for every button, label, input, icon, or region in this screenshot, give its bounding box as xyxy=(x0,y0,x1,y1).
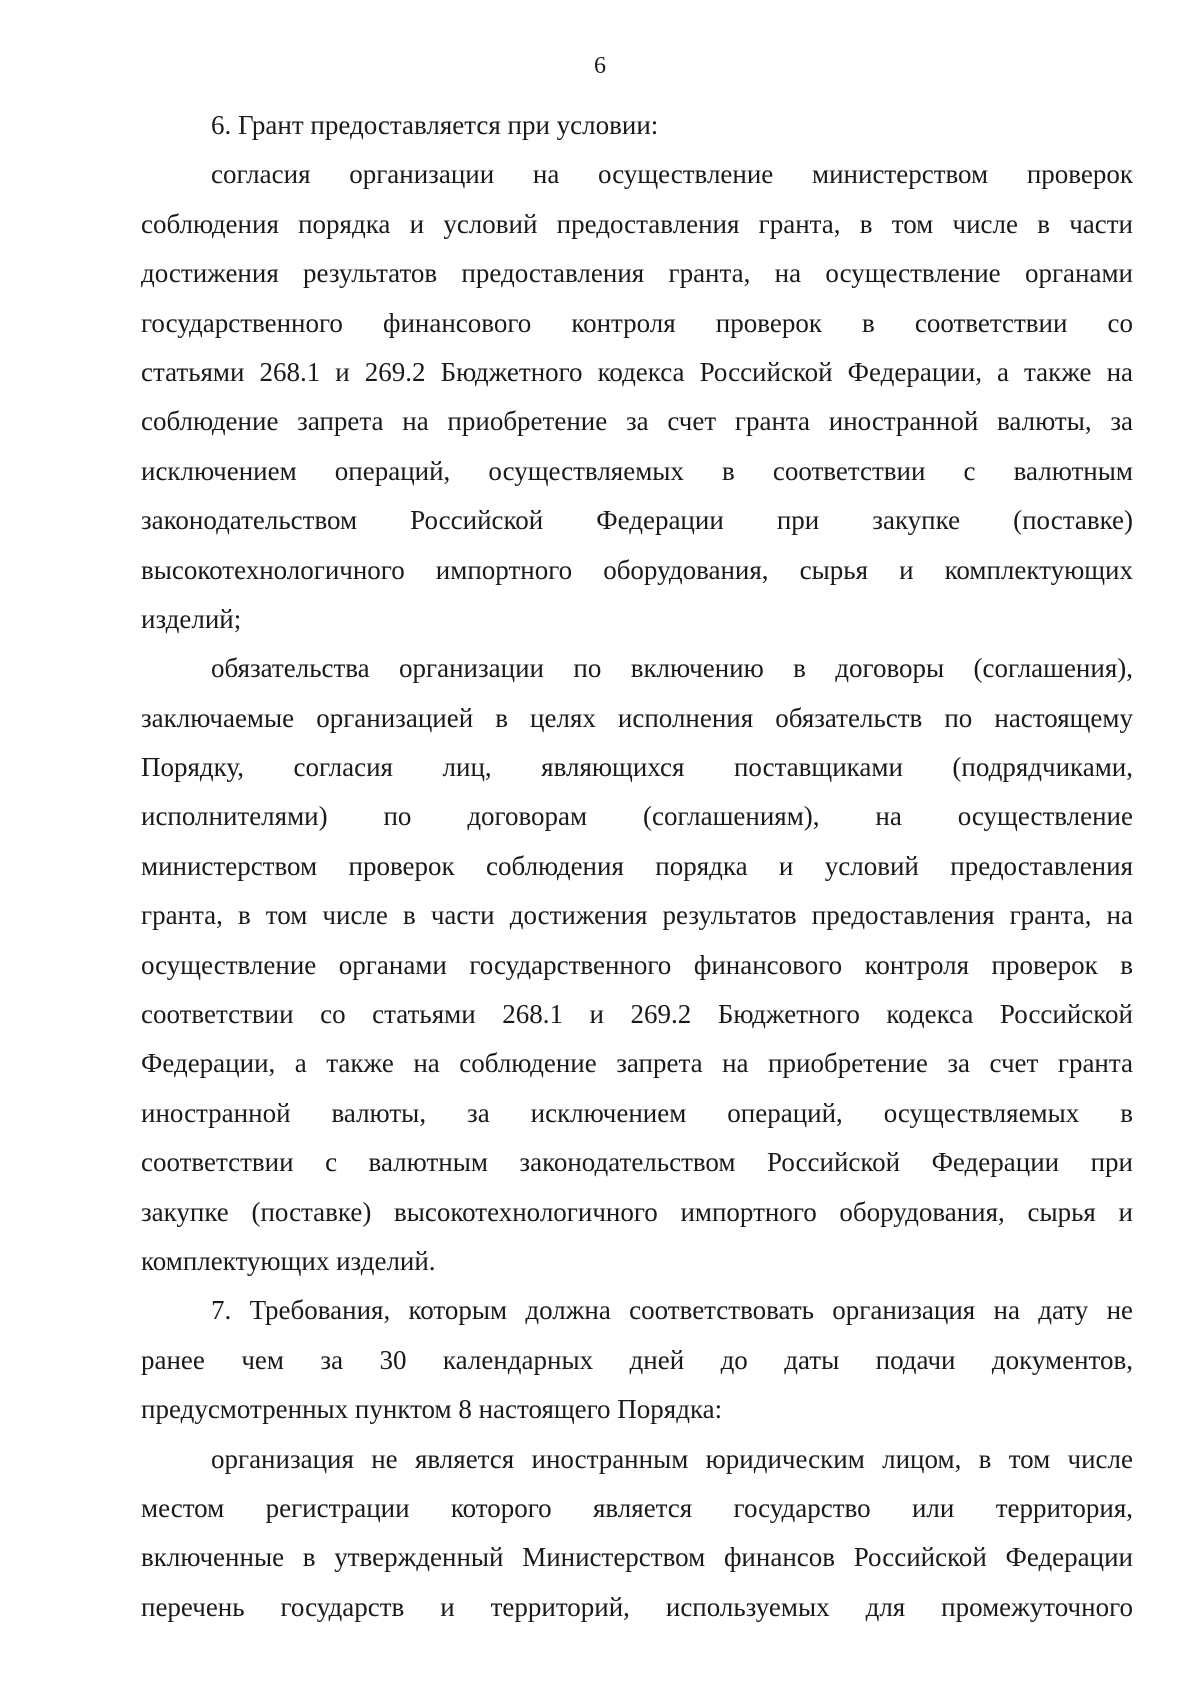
text-line: включенные в утвержденный Министерством финансов Российской Федерации xyxy=(141,1542,1133,1573)
document-body xyxy=(141,101,1133,1632)
text-line: изделий; xyxy=(141,603,242,634)
text-line: иностранной валюты, за исключением операций, осуществляемых в xyxy=(141,1097,1133,1128)
text-line: 6. Грант предоставляется при условии: xyxy=(211,110,659,140)
paragraph-not-foreign-entity xyxy=(141,1435,1133,1633)
text-line: закупке (поставке) высокотехнологичного импортного оборудования, сырья и xyxy=(141,1196,1133,1227)
page-number: 6 xyxy=(594,53,606,79)
text-line: ранее чем за 30 календарных дней до даты подачи документов, xyxy=(141,1344,1133,1375)
text-line: осуществление органами государственного финансового контроля проверок в xyxy=(141,949,1133,980)
text-line: комплектующих изделий. xyxy=(141,1245,436,1276)
paragraph-6-intro xyxy=(141,101,1133,150)
paragraph-7-requirements xyxy=(141,1286,1133,1434)
text-line: Федерации, а также на соблюдение запрета на приобретение за счет гранта xyxy=(141,1048,1133,1079)
paragraph-obligation-organization xyxy=(141,644,1133,1286)
text-line: гранта, в том числе в части достижения результатов предоставления гранта, на xyxy=(141,900,1133,931)
text-line: 7. Требования, которым должна соответствовать организация на дату не xyxy=(211,1295,1133,1326)
text-line: обязательства организации по включению в договоры (соглашения), xyxy=(211,653,1133,684)
text-line: организация не является иностранным юридическим лицом, в том числе xyxy=(211,1443,1133,1474)
text-line: соответствии со статьями 268.1 и 269.2 Бюджетного кодекса Российской xyxy=(141,999,1133,1030)
text-line: согласия организации на осуществление министерством проверок xyxy=(211,159,1133,190)
text-line: Порядку, согласия лиц, являющихся поставщиками (подрядчиками, xyxy=(141,752,1133,783)
text-line: предусмотренных пунктом 8 настоящего Порядка: xyxy=(141,1394,723,1425)
text-line: министерством проверок соблюдения порядка и условий предоставления xyxy=(141,850,1133,881)
text-line: перечень государств и территорий, используемых для промежуточного xyxy=(141,1591,1133,1622)
text-line: государственного финансового контроля проверок в соответствии со xyxy=(141,307,1133,338)
text-line: исключением операций, осуществляемых в соответствии с валютным xyxy=(141,455,1133,486)
text-line: исполнителями) по договорам (соглашениям), на осуществление xyxy=(141,801,1133,832)
text-line: соблюдение запрета на приобретение за счет гранта иностранной валюты, за xyxy=(141,406,1133,437)
text-line: соответствии с валютным законодательством Российской Федерации при xyxy=(141,1147,1133,1178)
text-line: статьями 268.1 и 269.2 Бюджетного кодекса Российской Федерации, а также на xyxy=(141,356,1133,387)
text-line: соблюдения порядка и условий предоставления гранта, в том числе в части xyxy=(141,208,1133,239)
text-line: высокотехнологичного импортного оборудования, сырья и комплектующих xyxy=(141,554,1133,585)
text-line: законодательством Российской Федерации при закупке (поставке) xyxy=(141,505,1133,536)
text-line: заключаемые организацией в целях исполнения обязательств по настоящему xyxy=(141,702,1133,733)
text-line: местом регистрации которого является государство или территория, xyxy=(141,1492,1133,1523)
paragraph-consent-organization xyxy=(141,150,1133,644)
text-line: достижения результатов предоставления гранта, на осуществление органами xyxy=(141,258,1133,289)
